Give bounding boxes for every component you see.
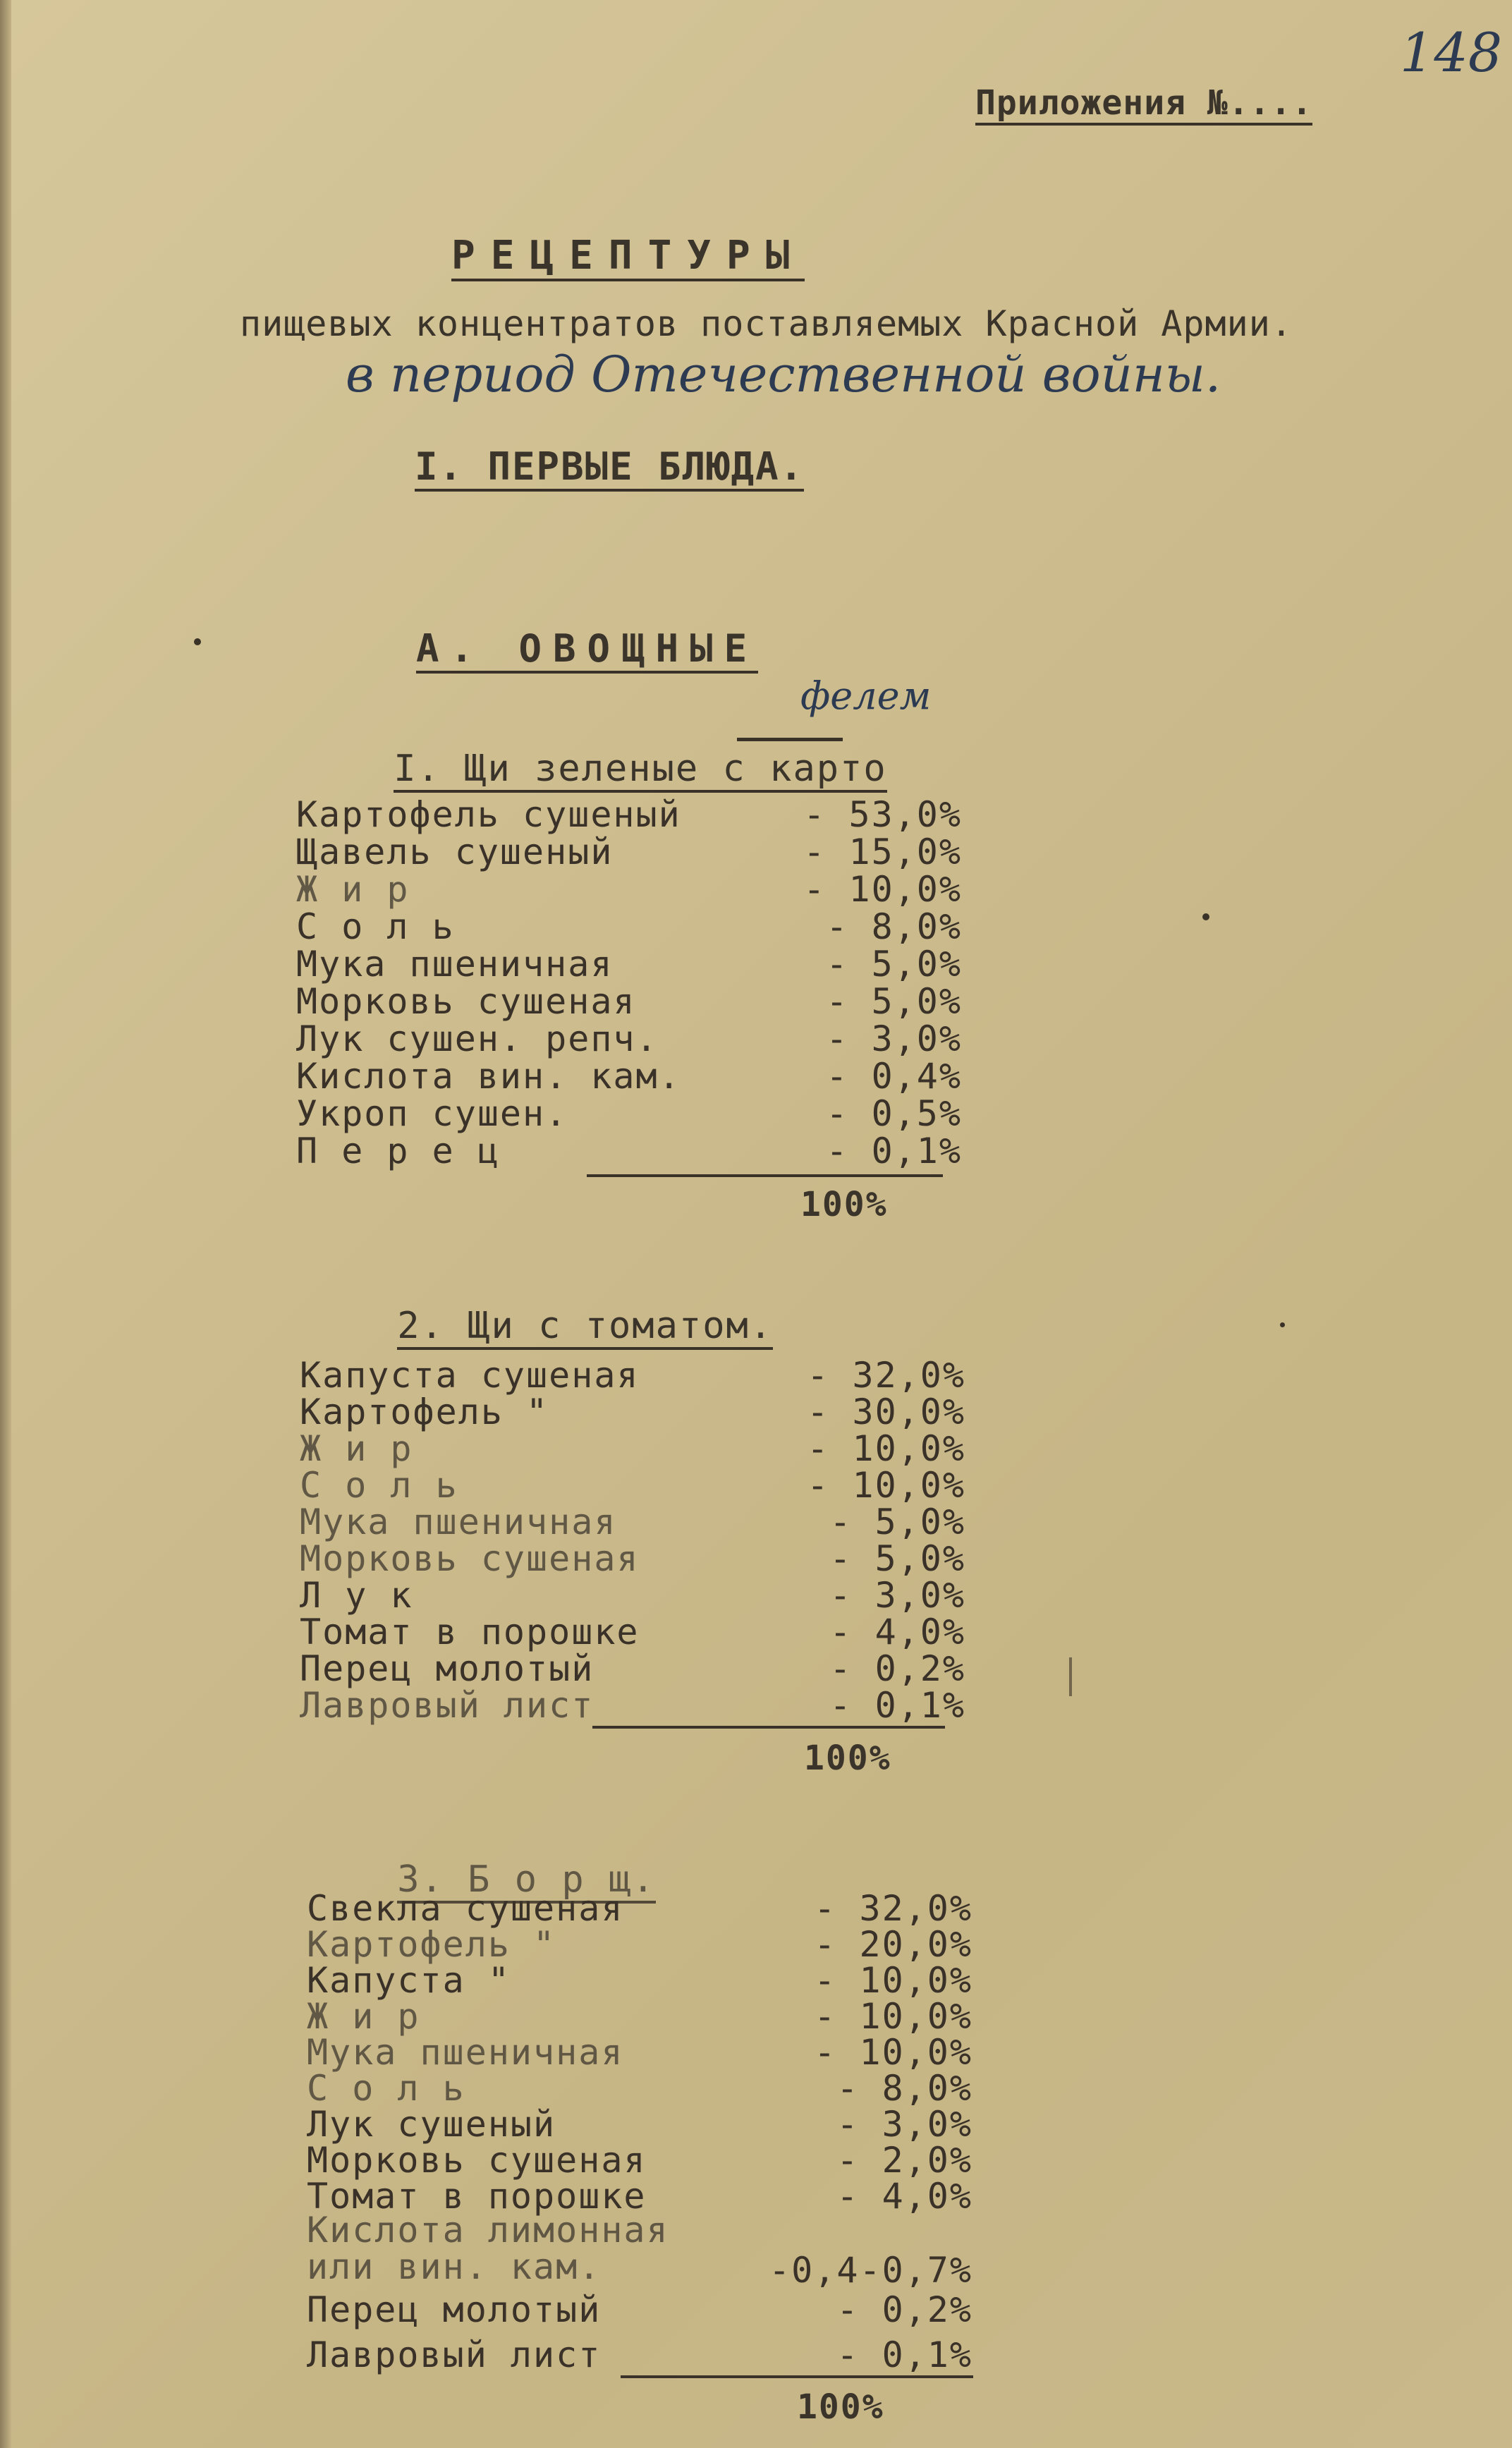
ingredient-amount: - 8,0% [826, 906, 962, 947]
ingredient-name: П е р е ц [296, 1131, 500, 1171]
ingredient-amount: - 3,0% [829, 1575, 965, 1616]
ingredient-name: Картофель " [307, 1924, 556, 1965]
paper-speck [1202, 913, 1209, 920]
ingredient-name: Укроп сушен. [296, 1093, 568, 1134]
ingredient-amount: -0,4-0,7% [769, 2250, 973, 2291]
recipe-total: 100% [800, 1185, 888, 1224]
ingredient-name: Картофель сушеный [296, 794, 681, 835]
ingredient-amount: - 32,0% [814, 1888, 973, 1929]
page-edge-shadow [0, 0, 11, 2448]
ingredient-name: С о л ь [307, 2068, 465, 2109]
document-subtitle: пищевых концентратов поставляемых Красной Армии. [240, 303, 1293, 344]
ingredient-amount: - 30,0% [807, 1392, 965, 1432]
ingredient-name: С о л ь [296, 906, 455, 947]
ingredient-amount: - 3,0% [826, 1018, 962, 1059]
section-title: I. ПЕРВЫЕ БЛЮДА. [415, 444, 804, 492]
ingredient-amount: - 8,0% [836, 2068, 973, 2109]
handwritten-note: в период Отечественной войны. [346, 346, 1221, 403]
ingredient-amount: - 0,2% [829, 1648, 965, 1689]
ingredient-amount: - 10,0% [807, 1428, 965, 1469]
ingredient-name: Томат в порошке [300, 1612, 640, 1652]
sum-rule [592, 1726, 945, 1729]
ingredient-amount: - 0,4% [826, 1056, 962, 1097]
recipe-total: 100% [804, 1738, 891, 1778]
ingredient-amount: - 10,0% [814, 1960, 973, 2001]
ingredient-name: Ж и р [300, 1428, 413, 1469]
sum-rule [587, 1174, 943, 1177]
ingredient-name: Морковь сушеная [296, 981, 636, 1022]
ingredient-amount: - 4,0% [829, 1612, 965, 1652]
ingredient-amount: - 15,0% [803, 832, 962, 872]
recipe-title: 2. Щи с томатом. [397, 1305, 773, 1350]
ingredient-amount: - 0,2% [836, 2289, 973, 2330]
ingredient-name: Лук сушен. репч. [296, 1018, 659, 1059]
document-title: РЕЦЕПТУРЫ [451, 233, 805, 281]
ingredient-name: Перец молотый [300, 1648, 595, 1689]
ingredient-name: Перец молотый [307, 2289, 602, 2330]
ingredient-name: С о л ь [300, 1465, 458, 1506]
paper-mark [1069, 1657, 1072, 1696]
ingredient-amount: - 2,0% [836, 2140, 973, 2181]
paper-speck [194, 638, 201, 645]
ingredient-name: Мука пшеничная [300, 1502, 617, 1542]
ingredient-amount: - 5,0% [829, 1502, 965, 1542]
ingredient-amount: - 20,0% [814, 1924, 973, 1965]
ingredient-amount: - 5,0% [826, 981, 962, 1022]
ingredient-name: Морковь сушеная [307, 2140, 647, 2181]
recipe-title: 3. Б о р щ. [397, 1858, 655, 1904]
ingredient-amount: - 0,1% [836, 2334, 973, 2375]
ingredient-amount: - 0,5% [826, 1093, 962, 1134]
page-number: 148 [1400, 21, 1503, 84]
ingredient-name: Кислота лимонная или вин. кам. [307, 2210, 669, 2287]
ingredient-amount: - 0,1% [829, 1685, 965, 1726]
ingredient-name: Капуста " [307, 1960, 511, 2001]
ingredient-amount: - 5,0% [826, 944, 962, 985]
ingredient-name: Лавровый лист [307, 2334, 602, 2375]
ingredient-amount: - 53,0% [803, 794, 962, 835]
strikethrough-line [737, 738, 843, 741]
ingredient-name: Л у к [300, 1575, 413, 1616]
ingredient-amount: - 10,0% [807, 1465, 965, 1506]
ingredient-amount: - 10,0% [803, 869, 962, 910]
ingredient-amount: - 10,0% [814, 1996, 973, 2037]
ingredient-amount: - 5,0% [829, 1538, 965, 1579]
recipe-title: I. Щи зеленые с карто [394, 748, 886, 793]
ingredient-name: Капуста сушеная [300, 1355, 640, 1396]
ingredient-amount: - 3,0% [836, 2104, 973, 2145]
paper-speck [1280, 1322, 1285, 1327]
subsection-title: А. ОВОЩНЫЕ [416, 626, 758, 674]
ingredient-name: Лавровый лист [300, 1685, 595, 1726]
recipe-total: 100% [797, 2387, 884, 2427]
ingredient-name: Мука пшеничная [307, 2032, 624, 2073]
ingredient-name: Кислота вин. кам. [296, 1056, 681, 1097]
attachment-label: Приложения №.... [975, 83, 1312, 126]
handwritten-correction: фелем [800, 674, 932, 718]
sum-rule [621, 2375, 973, 2378]
ingredient-name: Свекла сушеная [307, 1888, 624, 1929]
ingredient-name: Картофель " [300, 1392, 549, 1432]
ingredient-name: Ж и р [296, 869, 410, 910]
ingredient-amount: - 4,0% [836, 2176, 973, 2217]
ingredient-name: Томат в порошке [307, 2176, 647, 2217]
ingredient-name: Щавель сушеный [296, 832, 614, 872]
ingredient-name: Мука пшеничная [296, 944, 614, 985]
ingredient-amount: - 32,0% [807, 1355, 965, 1396]
ingredient-name: Морковь сушеная [300, 1538, 640, 1579]
ingredient-name: Ж и р [307, 1996, 420, 2037]
ingredient-amount: - 10,0% [814, 2032, 973, 2073]
ingredient-amount: - 0,1% [826, 1131, 962, 1171]
ingredient-name: Лук сушеный [307, 2104, 556, 2145]
